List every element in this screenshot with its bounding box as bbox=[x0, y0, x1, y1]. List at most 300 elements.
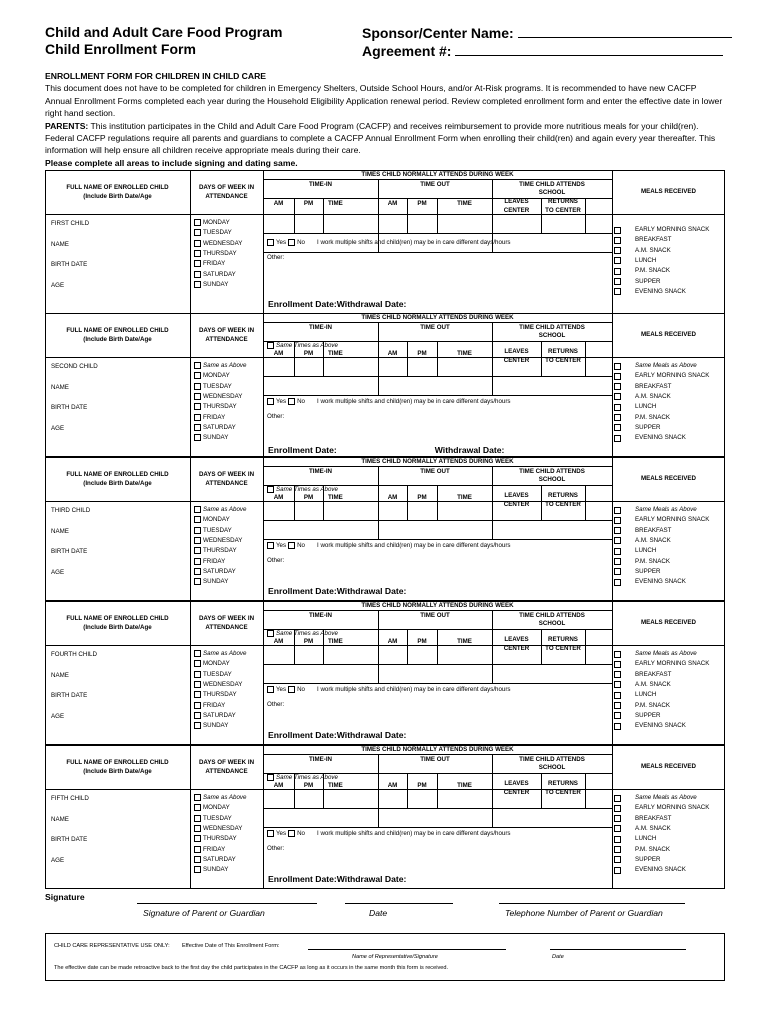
day-option[interactable] bbox=[194, 281, 228, 289]
day-checkbox[interactable] bbox=[194, 835, 201, 842]
meal-checkbox[interactable] bbox=[614, 579, 621, 586]
same-times-option[interactable] bbox=[267, 630, 338, 638]
same-times-option[interactable] bbox=[267, 342, 338, 350]
yes-checkbox[interactable] bbox=[267, 686, 274, 693]
meal-label: SUPPER bbox=[635, 277, 661, 285]
meal-checkbox[interactable] bbox=[614, 527, 621, 534]
meal-checkbox[interactable] bbox=[614, 795, 621, 802]
day-option[interactable] bbox=[194, 558, 225, 566]
day-label: THURSDAY bbox=[203, 547, 237, 555]
day-option[interactable] bbox=[194, 250, 237, 258]
meal-label: BREAKFAST bbox=[635, 236, 672, 244]
withdrawal-date-label: Withdrawal Date: bbox=[434, 445, 505, 455]
column-divider bbox=[263, 601, 264, 745]
time-cell-divider bbox=[437, 341, 438, 376]
meal-checkbox[interactable] bbox=[614, 517, 621, 524]
returns-subheader: TO CENTER bbox=[545, 357, 581, 364]
time-in-header: TIME-IN bbox=[308, 468, 333, 475]
rep-name-caption: Name of Representative/Signature bbox=[352, 954, 438, 960]
meal-checkbox[interactable] bbox=[614, 712, 621, 719]
day-label: TUESDAY bbox=[203, 382, 232, 390]
intro-section bbox=[45, 70, 725, 169]
day-option[interactable] bbox=[194, 537, 242, 545]
days-header: DAYS OF WEEK IN bbox=[198, 327, 255, 334]
phone-caption: Telephone Number of Parent or Guardian bbox=[505, 908, 663, 918]
meal-checkbox[interactable] bbox=[614, 825, 621, 832]
other-label: Other: bbox=[267, 413, 285, 420]
meal-checkbox[interactable] bbox=[614, 671, 621, 678]
day-checkbox[interactable] bbox=[194, 660, 201, 667]
multiple-shifts-row bbox=[267, 830, 511, 838]
meal-checkbox[interactable] bbox=[614, 404, 621, 411]
day-checkbox[interactable] bbox=[194, 547, 201, 554]
no-checkbox[interactable] bbox=[288, 686, 295, 693]
day-checkbox[interactable] bbox=[194, 650, 201, 657]
day-option[interactable] bbox=[194, 722, 228, 730]
day-option[interactable] bbox=[194, 527, 232, 535]
meal-checkbox[interactable] bbox=[614, 435, 621, 442]
returns-subheader: TO CENTER bbox=[545, 789, 581, 796]
day-label: FRIDAY bbox=[203, 557, 226, 565]
day-option[interactable] bbox=[194, 393, 242, 401]
day-option[interactable] bbox=[194, 403, 237, 411]
leaves-header: LEAVES bbox=[504, 348, 529, 355]
yes-checkbox[interactable] bbox=[267, 542, 274, 549]
am-header: AM bbox=[387, 200, 398, 207]
day-checkbox[interactable] bbox=[194, 516, 201, 523]
leaves-subheader: CENTER bbox=[503, 501, 530, 508]
time-in-header: TIME-IN bbox=[308, 756, 333, 763]
day-option[interactable] bbox=[194, 362, 246, 370]
leaves-subheader: CENTER bbox=[503, 645, 530, 652]
meal-checkbox[interactable] bbox=[614, 507, 621, 514]
time-in-header: TIME-IN bbox=[308, 612, 333, 619]
meal-checkbox[interactable] bbox=[614, 227, 621, 234]
time-cell-divider bbox=[585, 629, 586, 664]
signature-date-caption: Date bbox=[369, 908, 388, 918]
meal-checkbox[interactable] bbox=[614, 702, 621, 709]
pm-header: PM bbox=[417, 638, 427, 645]
rep-label: CHILD CARE REPRESENTATIVE USE ONLY: bbox=[54, 943, 170, 949]
meal-checkbox[interactable] bbox=[614, 548, 621, 555]
day-option[interactable] bbox=[194, 434, 228, 442]
leaves-header: LEAVES bbox=[504, 198, 529, 205]
meal-checkbox[interactable] bbox=[614, 237, 621, 244]
meal-checkbox[interactable] bbox=[614, 373, 621, 380]
meal-label: P.M. SNACK bbox=[635, 701, 670, 709]
column-divider bbox=[263, 170, 264, 314]
school-header: TIME CHILD ATTENDS bbox=[519, 468, 585, 475]
day-checkbox[interactable] bbox=[194, 825, 201, 832]
multiple-shifts-label: I work multiple shifts and child(ren) may be in care different days/hours bbox=[317, 398, 511, 406]
name-label: NAME bbox=[51, 384, 69, 391]
pm-header: PM bbox=[303, 638, 314, 645]
meal-checkbox[interactable] bbox=[614, 836, 621, 843]
day-label: SATURDAY bbox=[203, 270, 236, 278]
day-checkbox[interactable] bbox=[194, 671, 201, 678]
multiple-shifts-label: I work multiple shifts and child(ren) may be in care different days/hours bbox=[317, 239, 511, 247]
day-label: SATURDAY bbox=[203, 711, 236, 719]
meal-checkbox[interactable] bbox=[614, 568, 621, 575]
meals-received-header: MEALS RECEIVED bbox=[640, 188, 696, 195]
meal-checkbox[interactable] bbox=[614, 424, 621, 431]
agreement-field[interactable] bbox=[455, 42, 723, 56]
time-cell-divider bbox=[437, 773, 438, 808]
day-option[interactable] bbox=[194, 219, 230, 227]
day-option[interactable] bbox=[194, 856, 236, 864]
no-label: No bbox=[297, 686, 306, 694]
phone-line[interactable] bbox=[499, 902, 685, 904]
yes-label: Yes bbox=[276, 686, 287, 694]
day-label: FRIDAY bbox=[203, 845, 226, 853]
days-header: DAYS OF WEEK IN bbox=[198, 184, 255, 191]
multiple-shifts-label: I work multiple shifts and child(ren) may be in care different days/hours bbox=[317, 830, 511, 838]
day-checkbox[interactable] bbox=[194, 804, 201, 811]
times-header: TIMES CHILD NORMALLY ATTENDS DURING WEEK bbox=[361, 171, 514, 178]
time-cell-divider bbox=[378, 773, 379, 808]
times-header: TIMES CHILD NORMALLY ATTENDS DURING WEEK bbox=[361, 602, 514, 609]
day-label: WEDNESDAY bbox=[203, 825, 243, 833]
meal-checkbox[interactable] bbox=[614, 288, 621, 295]
enrollment-withdrawal-row bbox=[268, 586, 406, 596]
day-checkbox[interactable] bbox=[194, 219, 201, 226]
form-subtitle: Child Enrollment Form bbox=[45, 41, 196, 57]
meal-label: A.M. SNACK bbox=[635, 824, 671, 832]
day-option[interactable] bbox=[194, 794, 246, 802]
time-cell-divider bbox=[407, 341, 408, 376]
school-subheader: SCHOOL bbox=[538, 332, 566, 339]
pm-header: PM bbox=[417, 350, 427, 357]
child-section-4 bbox=[45, 601, 725, 745]
multiple-shifts-label: I work multiple shifts and child(ren) may be in care different days/hours bbox=[317, 542, 511, 550]
yes-checkbox[interactable] bbox=[267, 239, 274, 246]
day-checkbox[interactable] bbox=[194, 537, 201, 544]
meal-checkbox[interactable] bbox=[614, 363, 621, 370]
no-checkbox[interactable] bbox=[288, 239, 295, 246]
multiple-shifts-row bbox=[267, 398, 511, 406]
day-option[interactable] bbox=[194, 547, 237, 555]
shifts-divider bbox=[263, 539, 612, 540]
day-checkbox[interactable] bbox=[194, 558, 201, 565]
meal-checkbox[interactable] bbox=[614, 393, 621, 400]
day-label: FRIDAY bbox=[203, 701, 226, 709]
meal-label: LUNCH bbox=[635, 691, 657, 699]
intro-heading: ENROLLMENT FORM FOR CHILDREN IN CHILD CARE bbox=[45, 71, 267, 81]
times-header: TIMES CHILD NORMALLY ATTENDS DURING WEEK bbox=[361, 458, 514, 465]
day-option[interactable] bbox=[194, 240, 242, 248]
time-in-header: TIME-IN bbox=[308, 324, 333, 331]
day-label: THURSDAY bbox=[203, 691, 237, 699]
times-divider bbox=[263, 610, 612, 611]
day-option[interactable] bbox=[194, 815, 232, 823]
school-header: TIME CHILD ATTENDS bbox=[519, 612, 585, 619]
time-header: TIME bbox=[457, 638, 472, 645]
meal-label: P.M. SNACK bbox=[635, 267, 670, 275]
no-label: No bbox=[297, 239, 306, 247]
birth-date-label: BIRTH DATE bbox=[51, 548, 88, 555]
shifts-divider bbox=[263, 683, 612, 684]
days-header: DAYS OF WEEK IN bbox=[198, 759, 255, 766]
day-option[interactable] bbox=[194, 671, 232, 679]
same-times-label: Same Times as Above bbox=[276, 630, 338, 638]
pm-header: PM bbox=[303, 350, 314, 357]
day-checkbox[interactable] bbox=[194, 250, 201, 257]
day-label: SATURDAY bbox=[203, 423, 236, 431]
same-times-checkbox[interactable] bbox=[267, 774, 274, 781]
day-option[interactable] bbox=[194, 424, 236, 432]
meal-label: SUPPER bbox=[635, 855, 661, 863]
time-header: TIME bbox=[457, 494, 472, 501]
meal-checkbox[interactable] bbox=[614, 651, 621, 658]
multiple-shifts-row bbox=[267, 239, 511, 247]
day-option[interactable] bbox=[194, 578, 228, 586]
day-label: MONDAY bbox=[203, 516, 230, 524]
enrollment-withdrawal-row bbox=[268, 445, 504, 455]
full-name-subheader: (Include Birth Date/Age bbox=[83, 480, 152, 487]
meal-label: A.M. SNACK bbox=[635, 680, 671, 688]
day-checkbox[interactable] bbox=[194, 681, 201, 688]
day-checkbox[interactable] bbox=[194, 846, 201, 853]
same-times-label: Same Times as Above bbox=[276, 342, 338, 350]
returns-subheader: TO CENTER bbox=[545, 501, 581, 508]
day-option[interactable] bbox=[194, 414, 225, 422]
day-option[interactable] bbox=[194, 229, 232, 237]
rep-effective-line[interactable] bbox=[308, 948, 506, 950]
meal-checkbox[interactable] bbox=[614, 723, 621, 730]
day-checkbox[interactable] bbox=[194, 691, 201, 698]
school-subheader: SCHOOL bbox=[538, 189, 566, 196]
day-checkbox[interactable] bbox=[194, 271, 201, 278]
day-label: TUESDAY bbox=[203, 229, 232, 237]
meal-label: LUNCH bbox=[635, 256, 657, 264]
meal-checkbox[interactable] bbox=[614, 257, 621, 264]
day-checkbox[interactable] bbox=[194, 527, 201, 534]
day-checkbox[interactable] bbox=[194, 856, 201, 863]
time-out-header: TIME OUT bbox=[420, 468, 450, 475]
meal-checkbox[interactable] bbox=[614, 383, 621, 390]
day-checkbox[interactable] bbox=[194, 372, 201, 379]
day-checkbox[interactable] bbox=[194, 794, 201, 801]
day-option[interactable] bbox=[194, 271, 236, 279]
child-label: THIRD CHILD bbox=[51, 507, 91, 514]
day-label: Same as Above bbox=[203, 794, 247, 802]
day-checkbox[interactable] bbox=[194, 403, 201, 410]
day-checkbox[interactable] bbox=[194, 393, 201, 400]
time-out-header: TIME OUT bbox=[420, 324, 450, 331]
parents-text: This institution participates in the Child and Adult Care Food Program (CACFP) and receives reimbursement to provide more nutritious meals for your child(ren). Federal CACFP regulations require all parents and guardians to complete a CACFP Annual Enrollment Form when enrolling their child(ren) and again every year thereafter. This information will help ensure all children receive appropriate meals during their care. bbox=[45, 120, 716, 156]
day-checkbox[interactable] bbox=[194, 229, 201, 236]
meal-label: EVENING SNACK bbox=[635, 866, 686, 874]
no-checkbox[interactable] bbox=[288, 542, 295, 549]
parent-signature-line[interactable] bbox=[137, 902, 317, 904]
day-option[interactable] bbox=[194, 825, 242, 833]
day-checkbox[interactable] bbox=[194, 506, 201, 513]
returns-header: RETURNS bbox=[548, 780, 578, 787]
day-checkbox[interactable] bbox=[194, 362, 201, 369]
day-label: FRIDAY bbox=[203, 413, 226, 421]
meal-checkbox[interactable] bbox=[614, 537, 621, 544]
pm-header: PM bbox=[303, 200, 314, 207]
rep-effective-label: Effective Date of This Enrollment Form: bbox=[182, 943, 280, 949]
leaves-header: LEAVES bbox=[504, 780, 529, 787]
meal-label: EVENING SNACK bbox=[635, 722, 686, 730]
day-checkbox[interactable] bbox=[194, 281, 201, 288]
day-option[interactable] bbox=[194, 260, 225, 268]
birth-date-label: BIRTH DATE bbox=[51, 261, 88, 268]
time-entry-divider bbox=[263, 376, 612, 377]
time-cell-divider bbox=[585, 485, 586, 520]
no-label: No bbox=[297, 542, 306, 550]
meal-checkbox[interactable] bbox=[614, 846, 621, 853]
full-name-header: FULL NAME OF ENROLLED CHILD bbox=[66, 327, 169, 334]
times-divider bbox=[263, 179, 612, 180]
meal-label: EVENING SNACK bbox=[635, 578, 686, 586]
day-option[interactable] bbox=[194, 650, 246, 658]
yes-label: Yes bbox=[276, 239, 287, 247]
meal-label: Same Meals as Above bbox=[635, 506, 697, 513]
time-entry-divider bbox=[263, 808, 612, 809]
full-name-subheader: (Include Birth Date/Age bbox=[83, 768, 152, 775]
birth-date-label: BIRTH DATE bbox=[51, 404, 88, 411]
no-checkbox[interactable] bbox=[288, 398, 295, 405]
other-label: Other: bbox=[267, 557, 285, 564]
full-name-subheader: (Include Birth Date/Age bbox=[83, 624, 152, 631]
meals-received-header: MEALS RECEIVED bbox=[640, 475, 696, 482]
day-option[interactable] bbox=[194, 804, 230, 812]
day-checkbox[interactable] bbox=[194, 568, 201, 575]
day-label: TUESDAY bbox=[203, 526, 232, 534]
time-entry-divider bbox=[263, 664, 612, 665]
day-label: WEDNESDAY bbox=[203, 681, 243, 689]
yes-checkbox[interactable] bbox=[267, 830, 274, 837]
intro-instruction: Please complete all areas to include signing and dating same. bbox=[45, 157, 298, 168]
enrollment-date-label: Enrollment Date: bbox=[268, 445, 337, 455]
form-title: Child and Adult Care Food Program bbox=[45, 24, 283, 40]
meal-checkbox[interactable] bbox=[614, 867, 621, 874]
day-option[interactable] bbox=[194, 516, 230, 524]
time-header: TIME bbox=[457, 350, 472, 357]
enrollment-date-label: Enrollment Date: bbox=[268, 586, 337, 596]
day-option[interactable] bbox=[194, 660, 230, 668]
returns-subheader: TO CENTER bbox=[545, 645, 581, 652]
enrollment-withdrawal-row bbox=[268, 299, 406, 309]
meal-checkbox[interactable] bbox=[614, 681, 621, 688]
signature-label: Signature bbox=[45, 892, 85, 902]
meals-received-header: MEALS RECEIVED bbox=[640, 331, 696, 338]
same-times-checkbox[interactable] bbox=[267, 630, 274, 637]
meal-checkbox[interactable] bbox=[614, 856, 621, 863]
day-checkbox[interactable] bbox=[194, 712, 201, 719]
day-checkbox[interactable] bbox=[194, 260, 201, 267]
name-label: NAME bbox=[51, 241, 69, 248]
meal-checkbox[interactable] bbox=[614, 268, 621, 275]
meal-label: EARLY MORNING SNACK bbox=[635, 226, 710, 233]
day-option[interactable] bbox=[194, 835, 237, 843]
yes-label: Yes bbox=[276, 830, 287, 838]
times-divider bbox=[263, 754, 612, 755]
day-checkbox[interactable] bbox=[194, 722, 201, 729]
pm-header: PM bbox=[303, 782, 314, 789]
am-header: AM bbox=[273, 200, 284, 207]
withdrawal-date-label: Withdrawal Date: bbox=[336, 874, 407, 884]
day-option[interactable] bbox=[194, 702, 225, 710]
meal-checkbox[interactable] bbox=[614, 661, 621, 668]
day-option[interactable] bbox=[194, 568, 236, 576]
signature-date-line[interactable] bbox=[345, 902, 453, 904]
parents-label: PARENTS: bbox=[45, 120, 89, 131]
day-option[interactable] bbox=[194, 691, 237, 699]
same-times-checkbox[interactable] bbox=[267, 486, 274, 493]
same-times-checkbox[interactable] bbox=[267, 342, 274, 349]
meal-checkbox[interactable] bbox=[614, 278, 621, 285]
meal-checkbox[interactable] bbox=[614, 692, 621, 699]
full-name-subheader: (Include Birth Date/Age bbox=[83, 336, 152, 343]
same-times-option[interactable] bbox=[267, 486, 338, 494]
day-checkbox[interactable] bbox=[194, 383, 201, 390]
no-checkbox[interactable] bbox=[288, 830, 295, 837]
signature-section bbox=[45, 892, 725, 922]
sponsor-field[interactable] bbox=[518, 24, 732, 38]
enrollment-withdrawal-row bbox=[268, 730, 406, 740]
day-checkbox[interactable] bbox=[194, 240, 201, 247]
yes-checkbox[interactable] bbox=[267, 398, 274, 405]
day-checkbox[interactable] bbox=[194, 815, 201, 822]
day-option[interactable] bbox=[194, 712, 236, 720]
day-checkbox[interactable] bbox=[194, 866, 201, 873]
day-label: TUESDAY bbox=[203, 670, 232, 678]
day-option[interactable] bbox=[194, 846, 225, 854]
meals-received-header: MEALS RECEIVED bbox=[640, 619, 696, 626]
meal-checkbox[interactable] bbox=[614, 805, 621, 812]
child-label: FIRST CHILD bbox=[51, 220, 90, 227]
day-checkbox[interactable] bbox=[194, 424, 201, 431]
same-times-option[interactable] bbox=[267, 774, 338, 782]
leaves-subheader: CENTER bbox=[503, 789, 530, 796]
meal-checkbox[interactable] bbox=[614, 815, 621, 822]
day-option[interactable] bbox=[194, 866, 228, 874]
age-label: AGE bbox=[51, 713, 65, 720]
day-option[interactable] bbox=[194, 383, 232, 391]
times-divider bbox=[263, 466, 612, 467]
pm-header: PM bbox=[417, 200, 427, 207]
day-checkbox[interactable] bbox=[194, 578, 201, 585]
day-label: SUNDAY bbox=[203, 280, 229, 288]
meal-checkbox[interactable] bbox=[614, 558, 621, 565]
meal-label: P.M. SNACK bbox=[635, 413, 670, 421]
age-label: AGE bbox=[51, 857, 65, 864]
name-label: NAME bbox=[51, 816, 69, 823]
enrollment-withdrawal-row bbox=[268, 874, 406, 884]
intro-paragraph-2 bbox=[45, 120, 725, 157]
meal-checkbox[interactable] bbox=[614, 414, 621, 421]
rep-date-line[interactable] bbox=[550, 948, 686, 950]
day-checkbox[interactable] bbox=[194, 414, 201, 421]
pm-header: PM bbox=[417, 494, 427, 501]
day-option[interactable] bbox=[194, 372, 230, 380]
day-option[interactable] bbox=[194, 681, 242, 689]
times-divider bbox=[263, 322, 612, 323]
day-checkbox[interactable] bbox=[194, 434, 201, 441]
day-checkbox[interactable] bbox=[194, 702, 201, 709]
meal-checkbox[interactable] bbox=[614, 247, 621, 254]
day-option[interactable] bbox=[194, 506, 246, 514]
meal-label: LUNCH bbox=[635, 403, 657, 411]
time-cell-divider bbox=[323, 198, 324, 233]
full-name-subheader: (Include Birth Date/Age bbox=[83, 193, 152, 200]
meal-label: A.M. SNACK bbox=[635, 246, 671, 254]
enrollment-date-label: Enrollment Date: bbox=[268, 730, 337, 740]
meal-label: EARLY MORNING SNACK bbox=[635, 660, 710, 668]
